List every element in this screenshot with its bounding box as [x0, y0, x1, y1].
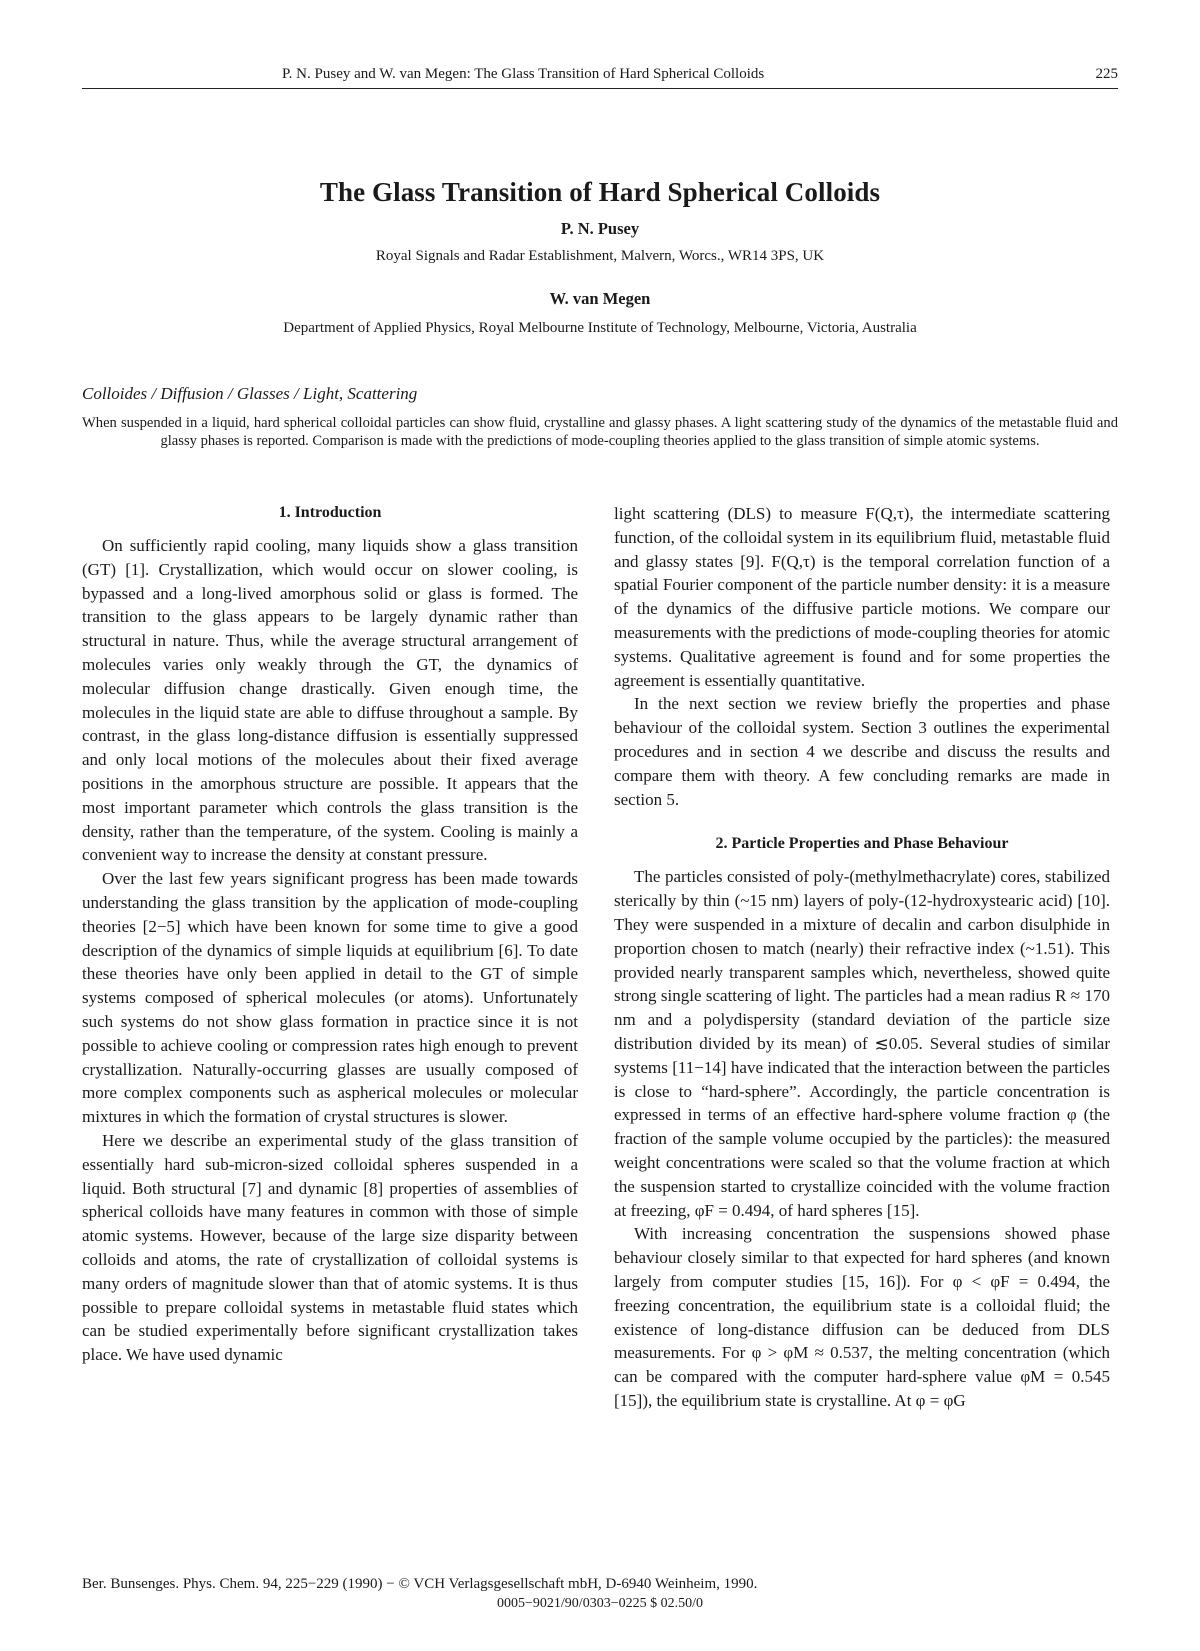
running-head: [82, 62, 1118, 89]
section-heading: 2. Particle Properties and Phase Behaviour: [715, 835, 1009, 853]
keywords: Colloides / Diffusion / Glasses / Light, Scattering: [82, 384, 418, 403]
right-column: [614, 502, 1110, 1413]
running-head-title: P. N. Pusey and W. van Megen: The Glass Transition of Hard Spherical Colloids: [282, 66, 765, 82]
paragraph: Over the last few years significant progress has been made towards understanding the glass transition by the application of mode-coupling theories [2−5] which have been known for some time to give a good description of the dynamics of simple liquids at equilibrium [6]. To date these theories have only been applied in detail to the GT of simple systems composed of spherical molecules (or atoms). Unfortunately such systems do not show glass formation in practice since it is not possible to achieve cooling or compression rates high enough to prevent crystallization. Naturally-occurring glasses are usually composed of more complex components such as aspherical molecules or molecular mixtures in which the formation of crystal structures is slower.: [82, 869, 578, 1127]
left-column: [82, 502, 578, 1367]
author-affiliation: Department of Applied Physics, Royal Melbourne Institute of Technology, Melbourne, Victoria, Australia: [283, 320, 917, 336]
page-number: 225: [1095, 66, 1118, 82]
paragraph: On sufficiently rapid cooling, many liquids show a glass transition (GT) [1]. Crystallization, which would occur on slower cooling, is bypassed and a long-lived amorphous solid or glass is formed. The transition to the glass appears to be largely dynamic rather than structural in nature. Thus, while the average structural arrangement of molecules varies only weakly through the GT, the dynamics of molecular diffusion change drastically. Given enough time, the molecules in the liquid state are able to diffuse throughout a sample. By contrast, in the glass long-distance diffusion is essentially suppressed and only local motions of the molecules about their fixed average positions in the amorphous structure are possible. It appears that the most important parameter which controls the glass transition is the density, rather than the temperature, of the system. Cooling is mainly a convenient way to increase the density at constant pressure.: [82, 536, 578, 865]
paragraph: In the next section we review briefly the properties and phase behaviour of the colloidal system. Section 3 outlines the experimental procedures and in section 4 we describe and discuss the results and compare them with theory. A few concluding remarks are made in section 5.: [614, 694, 1110, 809]
author-name: P. N. Pusey: [560, 219, 640, 238]
section-heading: 1. Introduction: [278, 504, 382, 521]
paragraph: Here we describe an experimental study of the glass transition of essentially hard sub-micron-sized colloidal spheres suspended in a liquid. Both structural [7] and dynamic [8] properties of assemblies of spherical colloids have many features in common with those of simple atomic systems. However, because of the large size disparity between colloids and atoms, the rate of crystallization of colloidal systems is many orders of magnitude slower than that of atomic systems. It is thus possible to prepare colloidal systems in metastable fluid states which can be studied experimentally before significant crystallization takes place. We have used dynamic: [82, 1130, 578, 1365]
paragraph: light scattering (DLS) to measure F(Q,τ), the intermediate scattering function, of the colloidal system in its equilibrium fluid, metastable fluid and glassy states [9]. F(Q,τ) is the temporal correlation function of a spatial Fourier component of the particle number density: it is a measure of the dynamics of the diffusive particle motions. We compare our measurements with the predictions of mode-coupling theories for atomic systems. Qualitative agreement is found and for some properties the agreement is essentially quantitative.: [614, 504, 1110, 690]
issn-code: 0005−9021/90/0303−0225 $ 02.50/0: [497, 1596, 703, 1611]
citation-footer: Ber. Bunsenges. Phys. Chem. 94, 225−229 (1990) − © VCH Verlagsgesellschaft mbH, D-6940 Weinheim, 1990.: [82, 1576, 758, 1592]
abstract: When suspended in a liquid, hard spherical colloidal particles can show fluid, crystalline and glassy phases. A light scattering study of the dynamics of the metastable fluid and glassy phases is reported. Comparison is made with the predictions of mode-coupling theories applied to the glass transition of simple atomic systems.: [82, 415, 1118, 449]
paper-title: The Glass Transition of Hard Spherical Colloids: [319, 177, 881, 207]
paragraph: The particles consisted of poly-(methylmethacrylate) cores, stabilized sterically by thin (~15 nm) layers of poly-(12-hydroxystearic acid) [10]. They were suspended in a mixture of decalin and carbon disulphide in proportion chosen to match (nearly) their refractive index (~1.51). This provided nearly transparent samples which, nevertheless, showed quite strong single scattering of light. The particles had a mean radius R ≈ 170 nm and a polydispersity (standard deviation of the particle size distribution divided by its mean) of ≲0.05. Several studies of similar systems [11−14] have indicated that the interaction between the particles is close to “hard-sphere”. Accordingly, the particle concentration is expressed in terms of an effective hard-sphere volume fraction φ (the fraction of the sample volume occupied by the particles): the measured weight concentrations were scaled so that the volume fraction at which the suspension started to crystallize coincided with the volume fraction at freezing, φF = 0.494, of hard spheres [15].: [614, 867, 1110, 1220]
author-affiliation: Royal Signals and Radar Establishment, Malvern, Worcs., WR14 3PS, UK: [375, 248, 825, 264]
author-name: W. van Megen: [549, 289, 651, 308]
paragraph: With increasing concentration the suspensions showed phase behaviour closely similar to that expected for hard spheres (and known largely from computer studies [15, 16]). For φ < φF = 0.494, the freezing concentration, the equilibrium state is a colloidal fluid; the existence of long-distance diffusion can be deduced from DLS measurements. For φ > φM ≈ 0.537, the melting concentration (which can be compared with the computer hard-sphere value φM = 0.545 [15]), the equilibrium state is crystalline. At φ = φG: [614, 1224, 1110, 1410]
